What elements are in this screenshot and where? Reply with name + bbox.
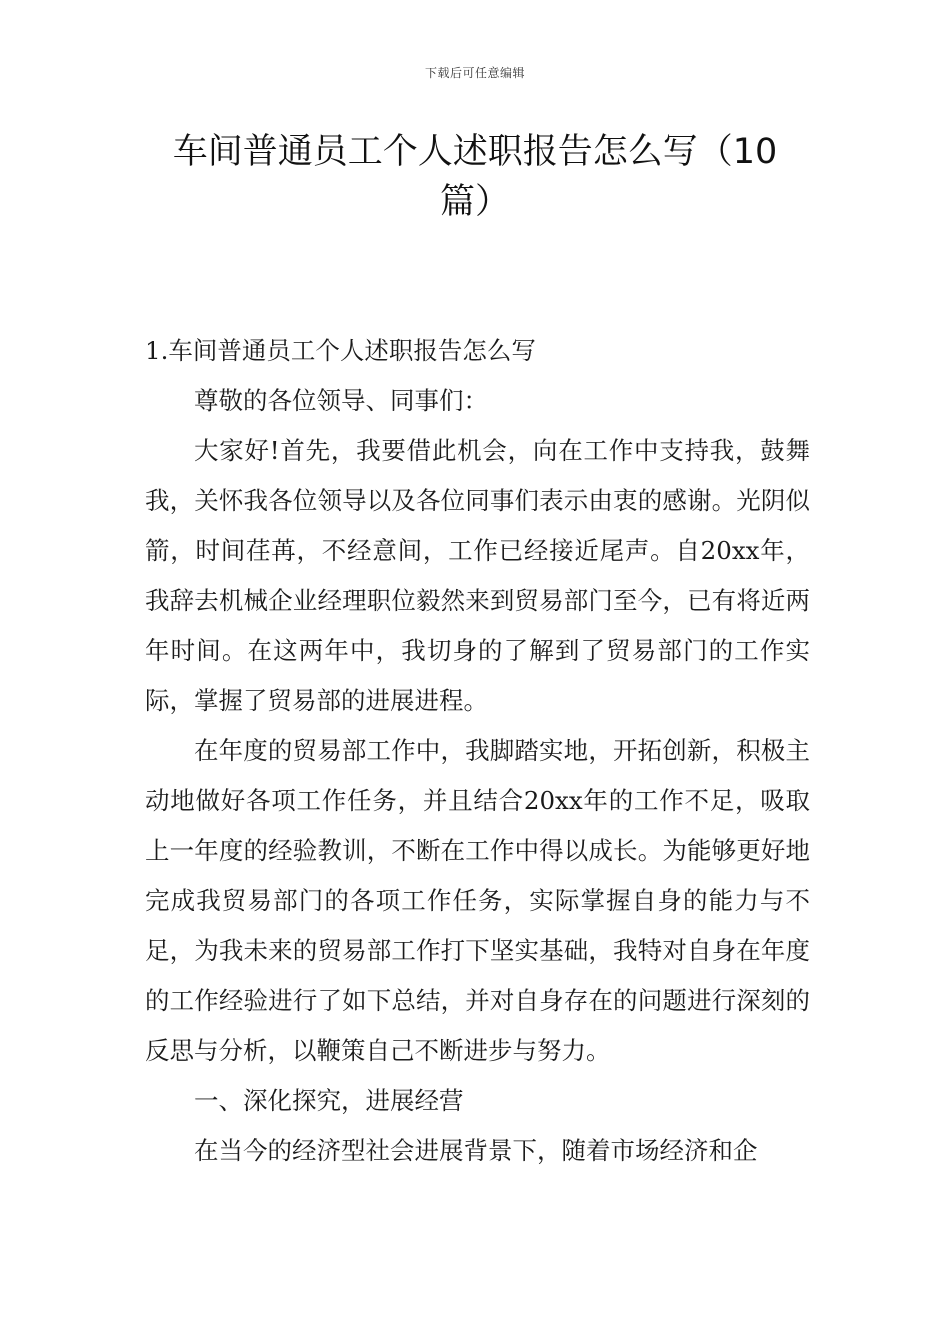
section-heading: 1.车间普通员工个人述职报告怎么写 <box>145 336 536 365</box>
document-body <box>145 326 810 1176</box>
paragraph-2: 在年度的贸易部工作中，我脚踏实地，开拓创新，积极主动地做好各项工作任务，并且结合20xx年的工作不足，吸取上一年度的经验教训，不断在工作中得以成长。为能够更好地完成我贸易部门的各项工作任务，实际掌握自身的能力与不足，为我未来的贸易部工作打下坚实基础，我特对自身在年度的工作经验进行了如下总结，并对自身存在的问题进行深刻的反思与分析，以鞭策自己不断进步与努力。 <box>145 736 810 1065</box>
header-note: 下载后可任意编辑 <box>424 66 525 80</box>
subheading-1: 一、深化探究，进展经营 <box>194 1086 464 1115</box>
paragraph-1: 大家好!首先，我要借此机会，向在工作中支持我，鼓舞我，关怀我各位领导以及各位同事们表示由衷的感谢。光阴似箭，时间荏苒，不经意间，工作已经接近尾声。自20xx年，我辞去机械企业经理职位毅然来到贸易部门至今，已有将近两年时间。在这两年中，我切身的了解到了贸易部门的工作实际，掌握了贸易部的进展进程。 <box>145 436 810 715</box>
salutation: 尊敬的各位领导、同事们： <box>194 386 488 415</box>
paragraph-3: 在当今的经济型社会进展背景下，随着市场经济和企 <box>194 1136 758 1165</box>
document-title: 车间普通员工个人述职报告怎么写（10篇） <box>172 132 778 222</box>
